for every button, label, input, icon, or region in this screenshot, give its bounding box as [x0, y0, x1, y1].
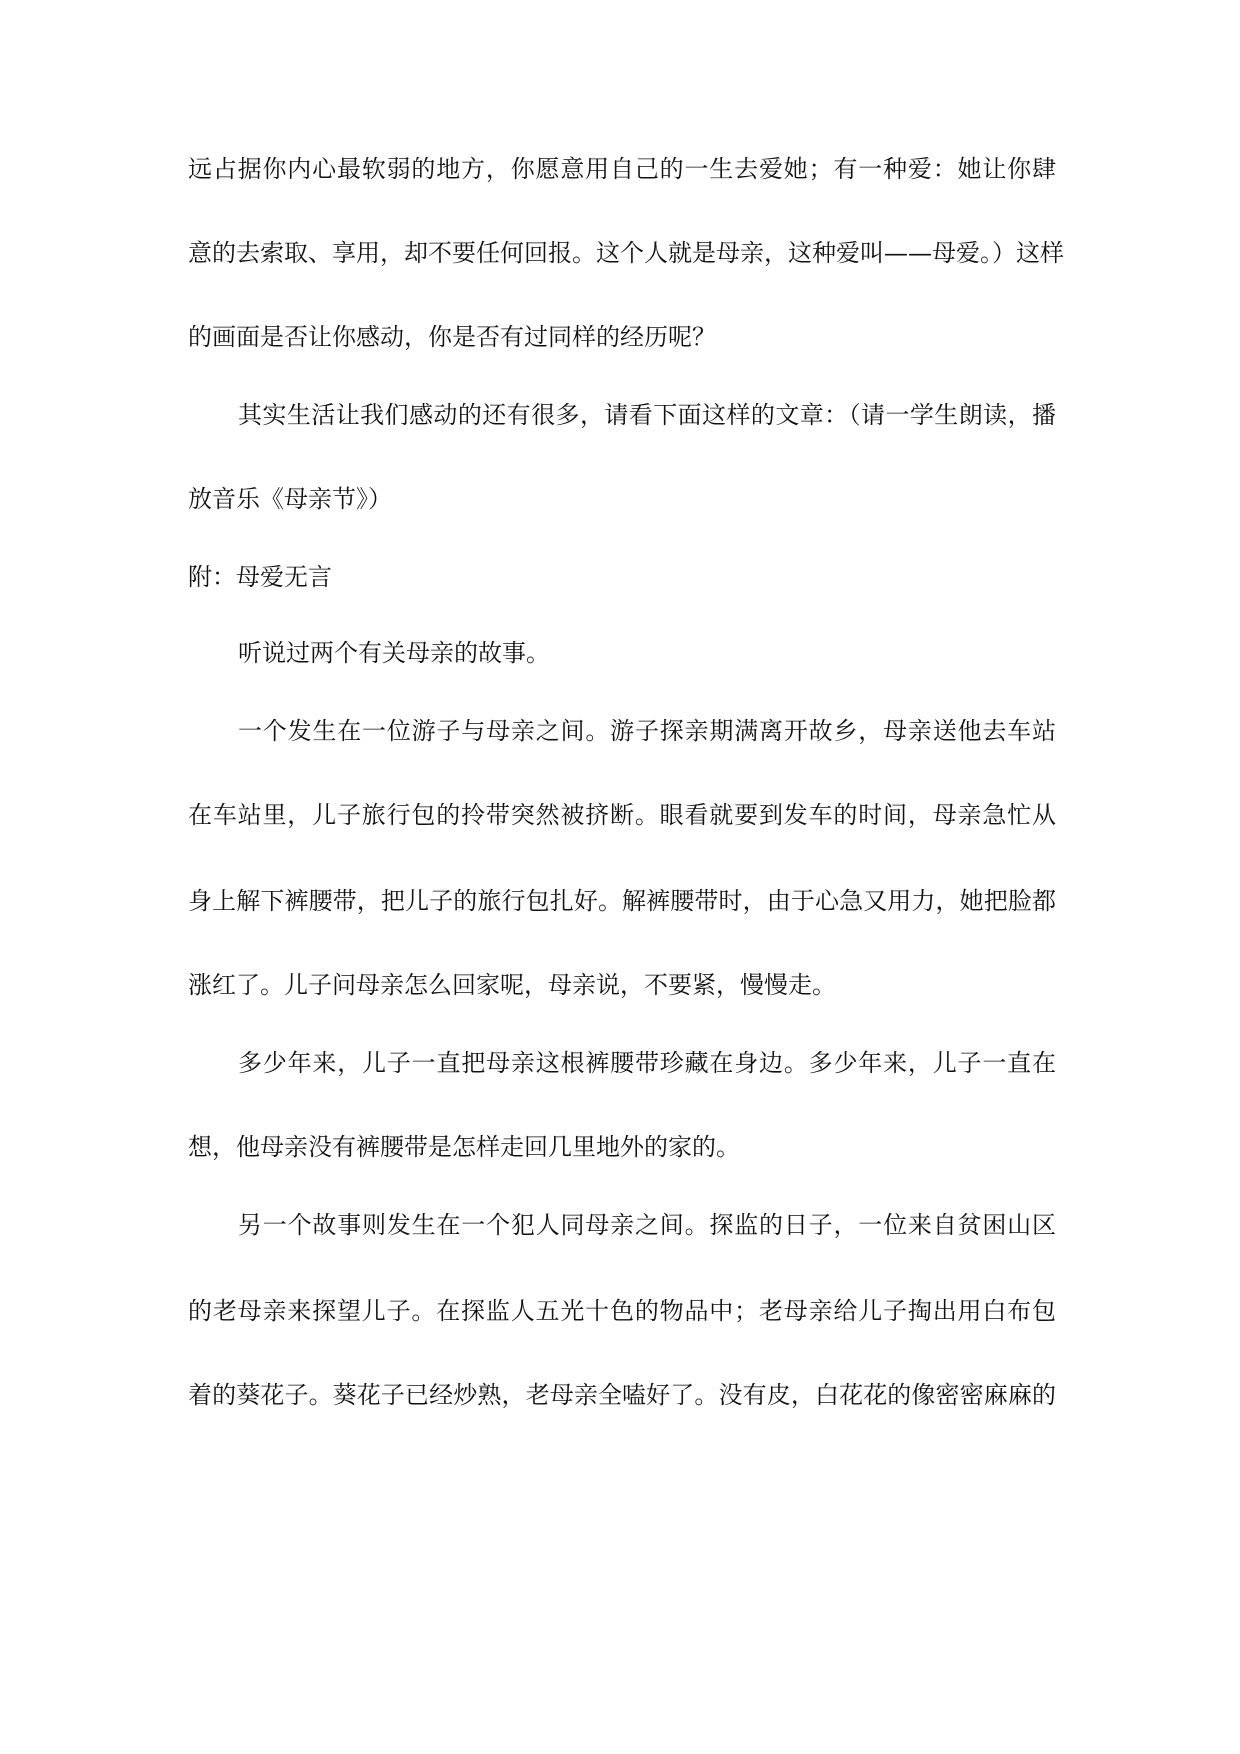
text-line-8: 一个发生在一位游子与母亲之间。游子探亲期满离开故乡，母亲送他去车站 — [238, 717, 1056, 745]
text-line-10: 身上解下裤腰带，把儿子的旅行包扎好。解裤腰带时，由于心急又用力，她把脸都 — [188, 887, 1056, 915]
text-line-9: 在车站里，儿子旅行包的拎带突然被挤断。眼看就要到发车的时间，母亲急忙从 — [188, 801, 1056, 829]
text-line-7: 听说过两个有关母亲的故事。 — [238, 639, 550, 667]
text-line-15: 的老母亲来探望儿子。在探监人五光十色的物品中；老母亲给儿子掏出用白布包 — [188, 1297, 1056, 1325]
text-line-2: 意的去索取、享用，却不要任何回报。这个人就是母亲，这种爱叫——母爱。）这样 — [188, 239, 1064, 267]
text-line-12: 多少年来，儿子一直把母亲这根裤腰带珍藏在身边。多少年来，儿子一直在 — [238, 1049, 1056, 1077]
text-line-11: 涨红了。儿子问母亲怎么回家呢，母亲说，不要紧，慢慢走。 — [188, 971, 836, 999]
text-line-13: 想，他母亲没有裤腰带是怎样走回几里地外的家的。 — [188, 1133, 740, 1161]
text-line-14: 另一个故事则发生在一个犯人同母亲之间。探监的日子，一位来自贫困山区 — [238, 1211, 1056, 1239]
section-heading: 附：母爱无言 — [188, 563, 332, 591]
text-line-4: 其实生活让我们感动的还有很多，请看下面这样的文章：（请一学生朗读，播 — [238, 401, 1056, 429]
text-line-1: 远占据你内心最软弱的地方，你愿意用自己的一生去爱她；有一种爱：她让你肆 — [188, 155, 1056, 183]
text-line-5: 放音乐《母亲节》） — [188, 485, 392, 513]
text-line-3: 的画面是否让你感动，你是否有过同样的经历呢？ — [188, 323, 716, 351]
text-line-16: 着的葵花子。葵花子已经炒熟，老母亲全嗑好了。没有皮，白花花的像密密麻麻的 — [188, 1381, 1056, 1409]
